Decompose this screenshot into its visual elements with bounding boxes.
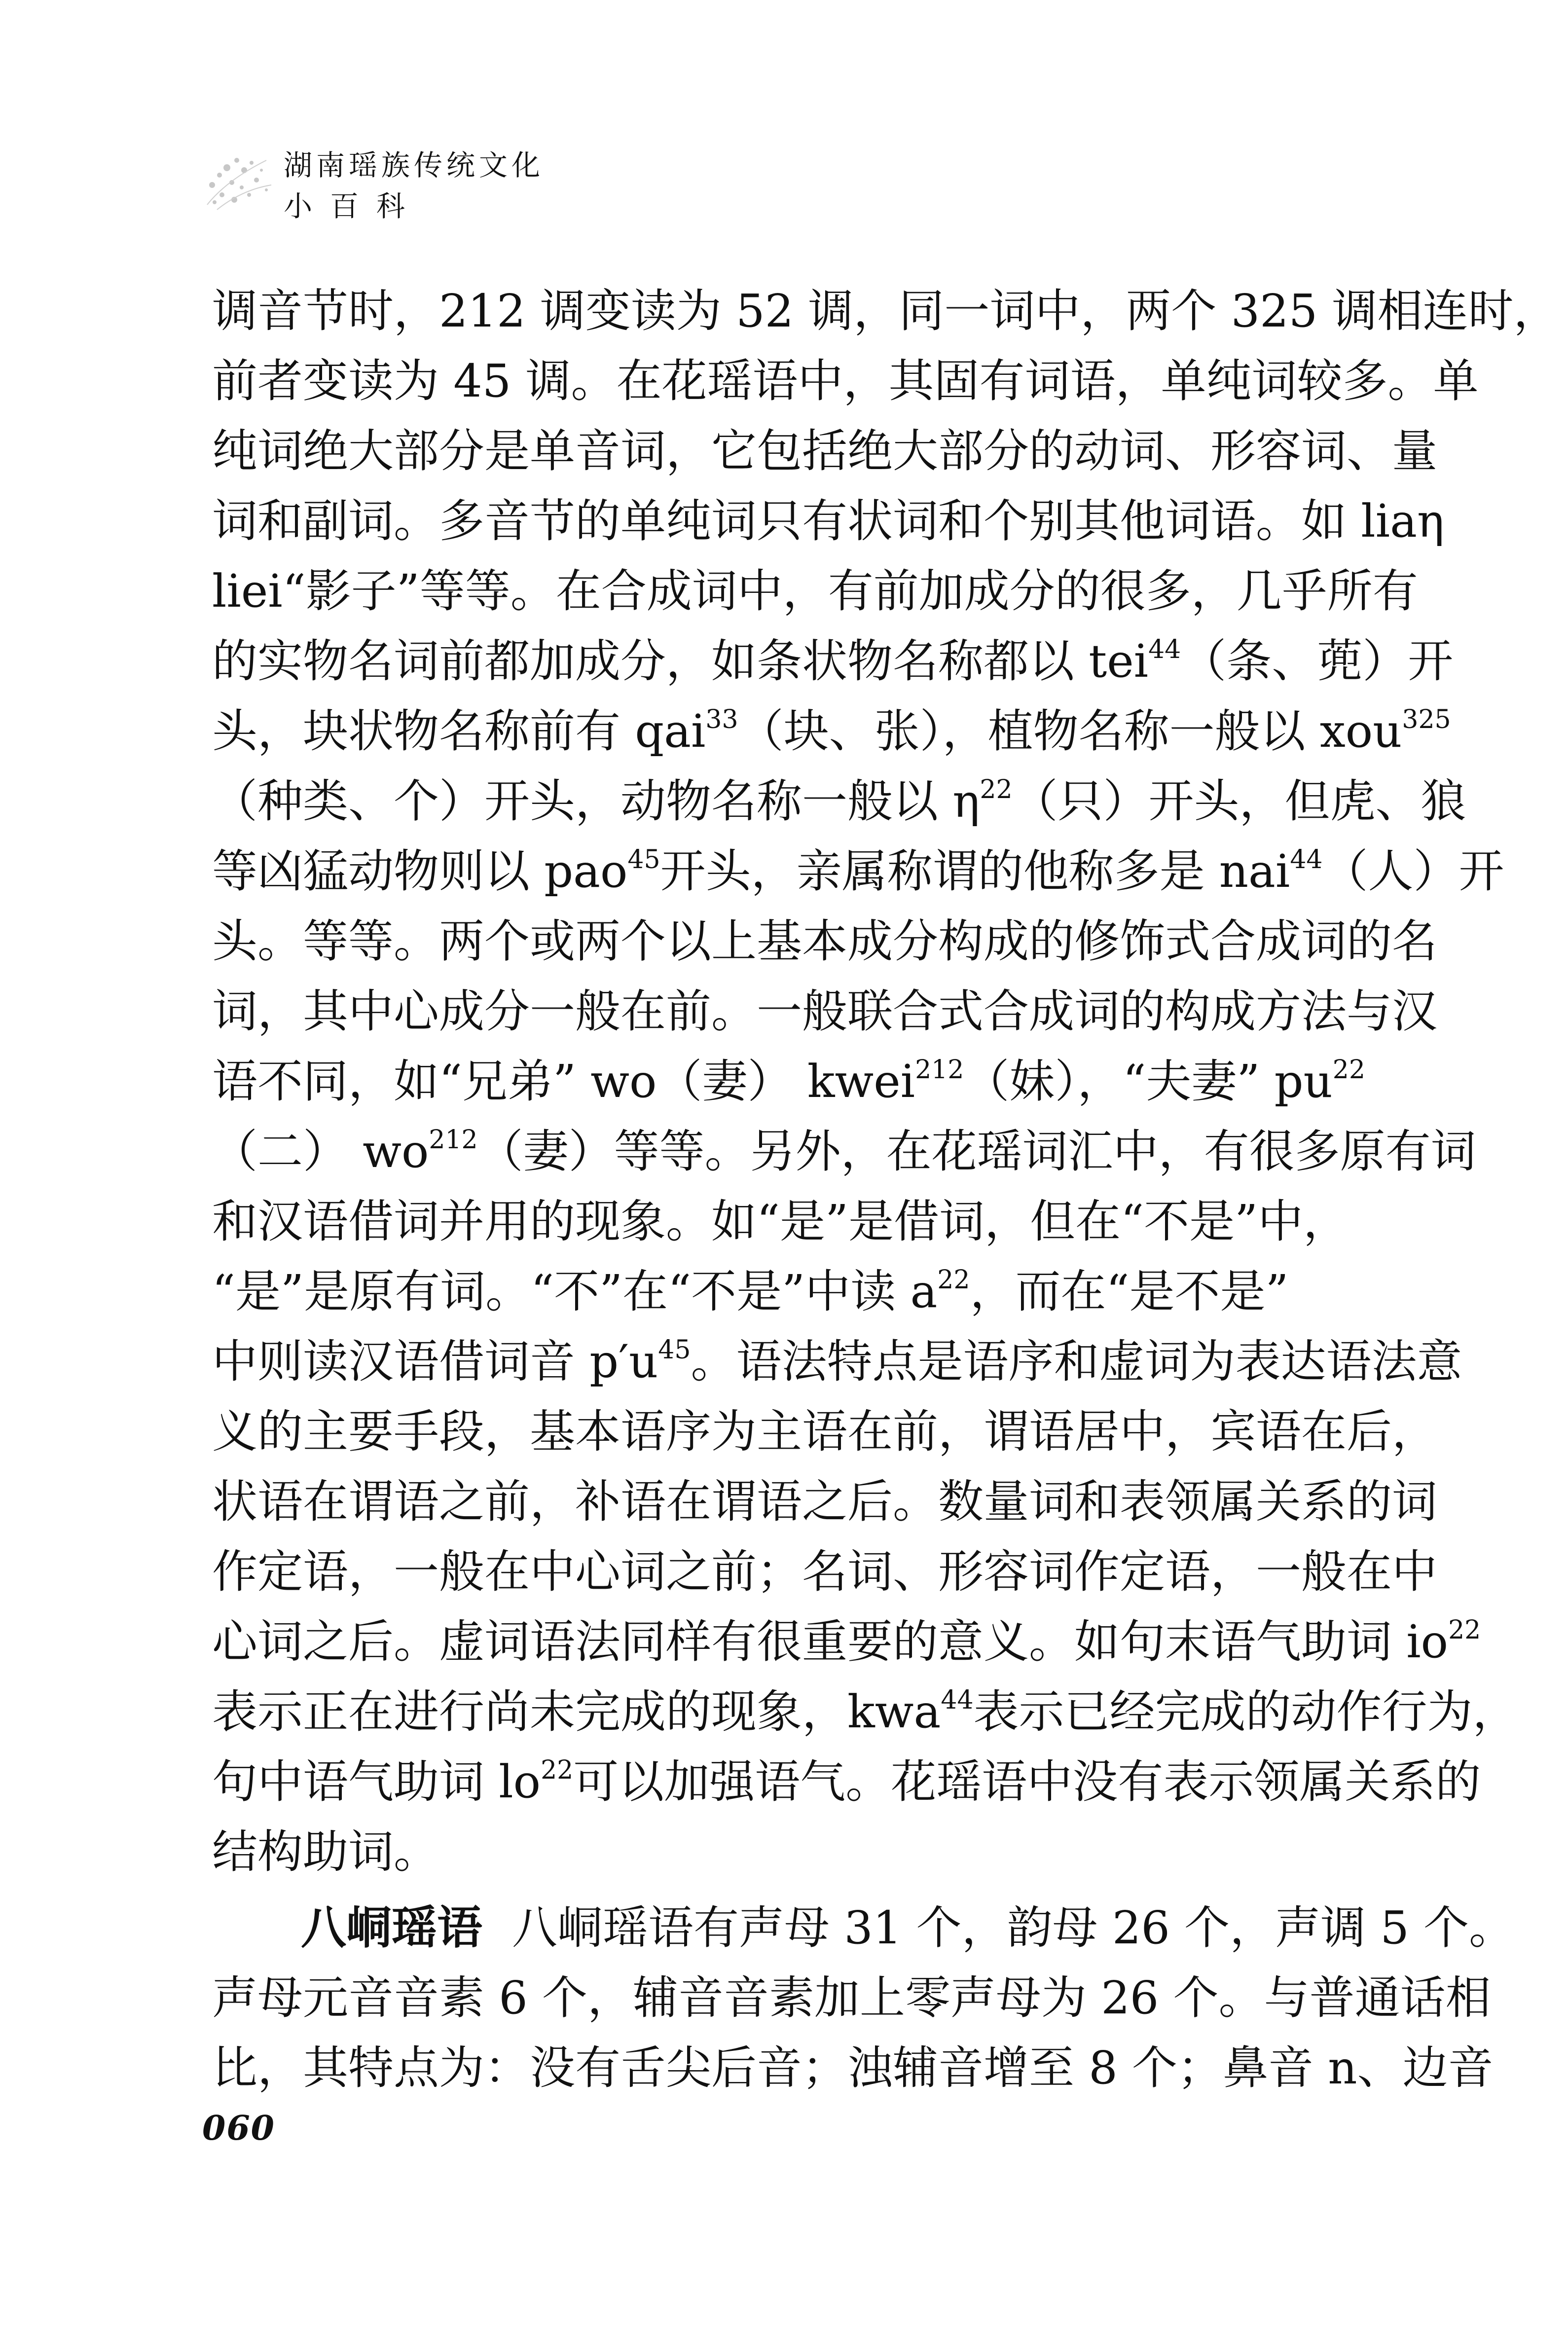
text-run: ，而在“是不是” (970, 1265, 1289, 1318)
tone-superscript: 45 (627, 845, 660, 875)
header-title: 湖南瑶族传统文化 (284, 148, 545, 182)
header-subtitle: 小百科 (284, 189, 423, 223)
text-line (212, 1257, 1361, 1327)
tone-superscript: 45 (658, 1335, 691, 1365)
text-run: （条、蔸）开 (1181, 635, 1454, 688)
text-run: （妻）等等。另外，在花瑶词汇中，有很多原有词 (477, 1125, 1476, 1178)
text-line (212, 1747, 1481, 1817)
text-run: 。语法特点是语序和虚词为表达语法意 (691, 1335, 1462, 1388)
tone-superscript: 22 (937, 1265, 970, 1295)
text-line (212, 1397, 1438, 1467)
text-run: 调音节时，212 调变读为 52 调，同一词中，两个 325 调相连时， (212, 285, 1559, 337)
text-run: （只）开头，但虎、狼 (1012, 775, 1466, 828)
text-line (212, 837, 1504, 907)
text-line (212, 1047, 1365, 1117)
text-run: 比，其特点为：没有舌尖后音；浊辅音增至 8 个；鼻音 n、边音 (212, 2042, 1494, 2094)
tone-superscript: 44 (1148, 635, 1181, 664)
text-line (212, 1187, 1361, 1257)
floral-ornament-icon (192, 141, 281, 215)
text-line (212, 1963, 1491, 2033)
text-line (212, 766, 1466, 837)
text-line (212, 1537, 1438, 1607)
text-run: 表示正在进行尚未完成的现象，kwa (212, 1685, 941, 1738)
text-run: 词和副词。多音节的单纯词只有状词和个别其他词语。如 liaη (212, 495, 1445, 547)
text-run: 可以加强语气。花瑶语中没有表示领属关系的 (573, 1755, 1481, 1808)
text-run: 状语在谓语之前，补语在谓语之后。数量词和表领属关系的词 (212, 1475, 1438, 1528)
text-line (212, 1893, 1515, 1963)
running-header (192, 141, 587, 229)
section-run-head: 八峒瑶语 (301, 1901, 483, 1954)
tone-superscript: 44 (941, 1685, 974, 1715)
text-run: 等凶猛动物则以 pao (212, 845, 628, 898)
text-line (212, 556, 1418, 626)
text-run: 头，块状物名称前有 qai (212, 705, 706, 758)
text-line (212, 1817, 1361, 1887)
text-run: 纯词绝大部分是单音词，它包括绝大部分的动词、形容词、量 (212, 425, 1438, 477)
text-run: 中则读汉语借词音 p′u (212, 1335, 658, 1388)
text-run: 义的主要手段，基本语序为主语在前，谓语居中，宾语在后， (212, 1405, 1438, 1458)
tone-superscript: 22 (541, 1755, 574, 1785)
tone-superscript: 22 (1332, 1055, 1365, 1085)
text-line (212, 1467, 1438, 1537)
text-run: 的实物名词前都加成分，如条状物名称都以 tei (212, 635, 1149, 688)
text-run: （二） wo (212, 1125, 429, 1178)
text-line (212, 1327, 1462, 1397)
text-run: 句中语气助词 lo (212, 1755, 541, 1808)
text-run: 八峒瑶语有声母 31 个，韵母 26 个，声调 5 个。 (512, 1901, 1515, 1954)
text-line (212, 1607, 1481, 1677)
text-line (212, 907, 1438, 977)
text-line (212, 2033, 1494, 2103)
text-run: 声母元音音素 6 个，辅音音素加上零声母为 26 个。与普通话相 (212, 1971, 1491, 2024)
text-run: 心词之后。虚词语法同样有很重要的意义。如句末语气助词 io (212, 1615, 1449, 1668)
tone-superscript: 44 (1290, 845, 1323, 875)
text-run: 前者变读为 45 调。在花瑶语中，其固有词语，单纯词较多。单 (212, 355, 1479, 407)
text-run: （块、张），植物名称一般以 xou (738, 705, 1402, 758)
text-line (212, 416, 1438, 486)
body-text (212, 276, 1559, 2103)
text-run: liei“影子”等等。在合成词中，有前加成分的很多，几乎所有 (212, 565, 1418, 618)
text-run: “是”是原有词。“不”在“不是”中读 a (212, 1265, 938, 1318)
text-run: 词，其中心成分一般在前。一般联合式合成词的构成方法与汉 (212, 985, 1438, 1038)
page-number: 060 (202, 2109, 275, 2148)
tone-superscript: 22 (1448, 1615, 1481, 1645)
text-run: （人）开 (1322, 845, 1504, 898)
text-run: （种类、个）开头，动物名称一般以 η (212, 775, 980, 828)
tone-superscript: 325 (1402, 705, 1451, 734)
tone-superscript: 212 (915, 1055, 964, 1085)
text-line (212, 1117, 1476, 1187)
text-line (212, 486, 1445, 556)
text-line (212, 346, 1479, 416)
text-line (212, 276, 1559, 346)
text-run: 和汉语借词并用的现象。如“是”是借词，但在“不是”中， (212, 1195, 1349, 1248)
text-line (212, 977, 1438, 1047)
text-line (212, 1677, 1518, 1747)
tone-superscript: 212 (429, 1125, 478, 1155)
text-run: 作定语，一般在中心词之前；名词、形容词作定语，一般在中 (212, 1545, 1438, 1598)
text-run: 头。等等。两个或两个以上基本成分构成的修饰式合成词的名 (212, 915, 1438, 968)
text-run: （妹），“夫妻” pu (964, 1055, 1333, 1108)
text-run: 表示已经完成的动作行为， (973, 1685, 1518, 1738)
text-run: 开头，亲属称谓的他称多是 nai (660, 845, 1290, 898)
text-run: 语不同，如“兄弟” wo（妻） kwei (212, 1055, 915, 1108)
tone-superscript: 33 (705, 705, 738, 734)
text-run: 结构助词。 (212, 1825, 439, 1878)
text-line (212, 696, 1451, 766)
text-line (212, 626, 1454, 696)
tone-superscript: 22 (980, 775, 1013, 804)
